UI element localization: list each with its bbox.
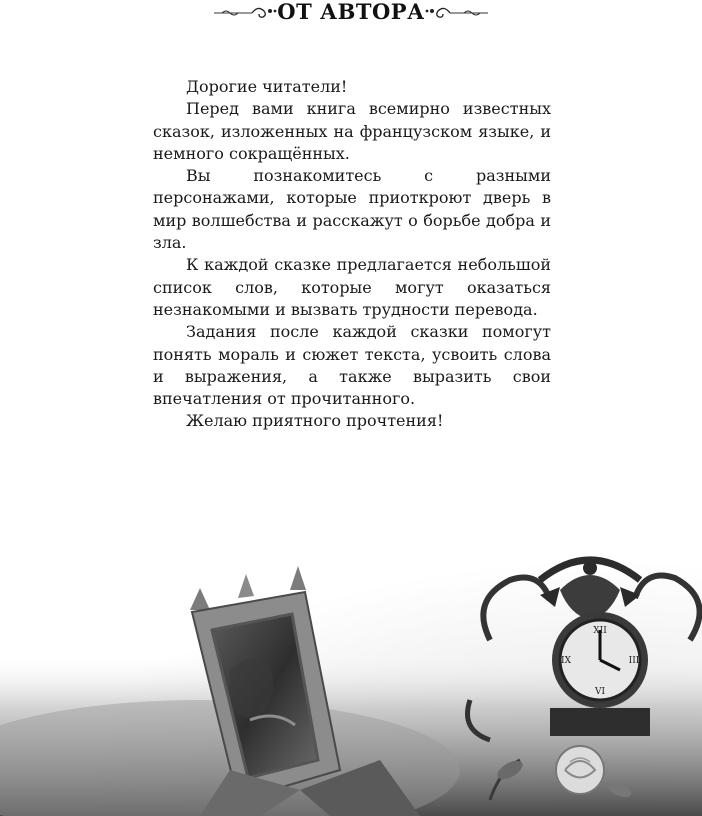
svg-text:XII: XII	[593, 626, 607, 636]
svg-text:VI: VI	[594, 687, 606, 697]
paragraph-intro: Перед вами книга всемирно известных сказок, изложенных на французском языке, и немного сокращённых.	[153, 99, 551, 163]
right-ornament-icon	[424, 3, 490, 19]
paragraph-closing: Желаю приятного прочтения!	[186, 411, 444, 431]
paragraph-vocabulary: К каждой сказке предлагается небольшой список слов, которые могут оказаться незнакомыми и вызвать трудности перевода.	[153, 255, 551, 319]
svg-text:III: III	[628, 656, 640, 666]
paragraph-tasks: Задания после каждой сказки помогут понять мораль и сюжет текста, усвоить слова и выражения, а также выразить свои впечатления от прочитанного.	[153, 322, 551, 409]
page-title: ОТ АВТОРА	[277, 0, 425, 24]
paragraph-characters: Вы познакомитесь с разными персонажами, которые приоткроют дверь в мир волшебства и расскажут о борьбе добра и зла.	[153, 166, 551, 253]
author-foreword-text	[153, 76, 551, 433]
page-header	[0, 0, 702, 30]
fairy-tale-illustration	[0, 470, 702, 816]
paragraph-greeting: Дорогие читатели!	[186, 77, 348, 96]
svg-text:IX: IX	[561, 656, 571, 666]
